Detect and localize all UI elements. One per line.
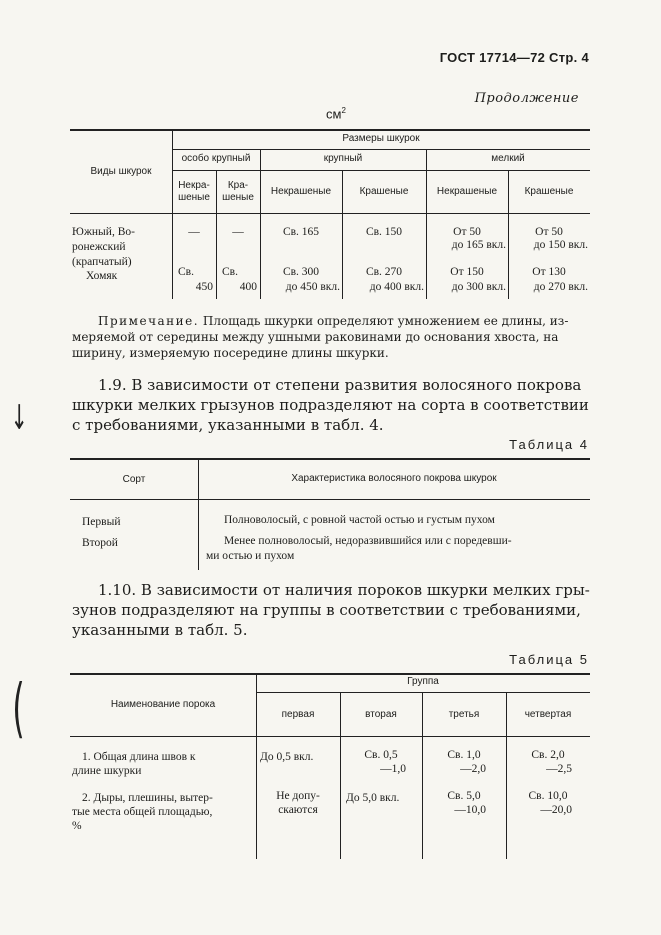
header-bottom-rule	[70, 499, 590, 500]
table-cell: От 50	[535, 226, 563, 238]
table-cell: Св. 1,0	[447, 749, 481, 761]
paragraph-line: 1.9. В зависимости от степени развития волосяного покрова	[98, 376, 582, 394]
row-name: Южный, Во-	[72, 226, 135, 238]
table-cell: От 150	[450, 266, 484, 278]
document-code: ГОСТ 17714—72 Стр. 4	[439, 50, 589, 65]
row-name: (крапчатый)	[72, 256, 132, 268]
paragraph-line: шкурки мелких грызунов подразделяют на сорта в соответствии	[72, 396, 589, 414]
row-name: 1. Общая длина швов к	[82, 751, 196, 763]
table-cell: От 50	[453, 226, 481, 238]
margin-arrow-icon: ↓	[10, 398, 28, 438]
table-cell: Св. 0,5	[364, 749, 398, 761]
header-bottom-rule	[70, 213, 590, 214]
table-cell: —2,5	[546, 763, 572, 775]
table-caption: Таблица 5	[509, 652, 589, 667]
column-header: Сорт	[122, 474, 146, 485]
note-label: Примечание.	[98, 314, 200, 328]
header-rule	[172, 170, 590, 171]
paragraph-line: зунов подразделяют на группы в соответствии с требованиями,	[72, 601, 581, 619]
table-cell: Св. 270	[365, 266, 403, 278]
description-cell: ми остью и пухом	[206, 550, 295, 562]
group-header: крупный	[323, 153, 363, 164]
row-name: тые места общей площадью,	[72, 806, 213, 818]
paragraph-line: указанными в табл. 5.	[72, 621, 248, 639]
row-name: ронежский	[72, 241, 126, 253]
table-cell: —	[232, 226, 244, 238]
table-cell: До 0,5 вкл.	[260, 751, 314, 763]
group-header: четвертая	[524, 709, 572, 720]
margin-bracket-icon: (	[12, 672, 25, 746]
table-cell: Св. 5,0	[447, 790, 481, 802]
table-cell: до 450 вкл.	[285, 281, 340, 293]
note-line: ширину, измеряемую посередине длины шкурки.	[72, 346, 389, 360]
table-cell: до 165 вкл.	[451, 239, 506, 251]
row-name: 2. Дыры, плешины, вытер-	[82, 792, 213, 804]
table-caption: Таблица 4	[509, 437, 589, 452]
header-bottom-rule	[70, 736, 590, 737]
table-cell: —	[188, 226, 200, 238]
row-header: Виды шкурок	[90, 166, 152, 177]
sort-cell: Второй	[82, 537, 118, 549]
subheader: шеные	[178, 192, 210, 203]
paragraph-line: 1.10. В зависимости от наличия пороков шкурки мелких гры-	[98, 581, 590, 599]
table-cell: до 300 вкл.	[451, 281, 506, 293]
table-top-rule	[70, 458, 590, 460]
row-name: длине шкурки	[72, 765, 142, 777]
note-line: Примечание. Площадь шкурки определяют умножением ее длины, из-	[98, 314, 569, 328]
note-line: меряемой от середины между ушными раковинами до основания хвоста, на	[72, 330, 559, 344]
row-name: Хомяк	[86, 270, 118, 282]
subheader: Некрашеные	[436, 186, 498, 197]
subheader: шеные	[222, 192, 254, 203]
table-cell: —1,0	[380, 763, 406, 775]
table-cell: Св.	[178, 266, 194, 278]
table-cell: До 5,0 вкл.	[346, 792, 400, 804]
table-cell: до 150 вкл.	[533, 239, 588, 251]
group-header: вторая	[365, 709, 397, 720]
table-cell: —20,0	[540, 804, 572, 816]
row-name: %	[72, 820, 82, 832]
table-cell: 400	[239, 281, 257, 293]
paragraph-line: с требованиями, указанными в табл. 4.	[72, 416, 384, 434]
column-header: Характеристика волосяного покрова шкурок	[291, 473, 497, 484]
group-header: первая	[281, 709, 315, 720]
table-cell: 450	[195, 281, 213, 293]
table-cell: Не допу-	[276, 790, 320, 802]
header-rule	[172, 149, 590, 150]
group-header: мелкий	[491, 153, 525, 164]
subheader: Крашеные	[359, 186, 409, 197]
table-cell: скаются	[278, 804, 318, 816]
description-cell: Менее полноволосый, недоразвившийся или с поредевши-	[224, 535, 512, 547]
column-group-header: Размеры шкурок	[342, 133, 420, 144]
table-cell: Св. 300	[282, 266, 320, 278]
table-cell: Св. 10,0	[528, 790, 568, 802]
subheader: Крашеные	[524, 186, 574, 197]
subheader: Кра-	[227, 180, 249, 191]
header-rule	[256, 692, 590, 693]
sort-cell: Первый	[82, 516, 121, 528]
table-cell: Св.	[222, 266, 238, 278]
table-cell: Св. 165	[282, 226, 320, 238]
column-rule	[256, 673, 257, 859]
row-header: Наименование порока	[110, 699, 216, 710]
continuation-label: Продолжение	[474, 91, 579, 106]
description-cell: Полноволосый, с ровной частой остью и густым пухом	[224, 514, 495, 526]
column-group-header: Группа	[407, 676, 439, 687]
table-cell: до 270 вкл.	[533, 281, 588, 293]
table-cell: —10,0	[454, 804, 486, 816]
table-top-rule	[70, 129, 590, 131]
table-cell: —2,0	[460, 763, 486, 775]
table-cell: Св. 150	[365, 226, 403, 238]
table-cell: Св. 2,0	[531, 749, 565, 761]
table-cell: до 400 вкл.	[369, 281, 424, 293]
unit-label: $см^2$	[326, 106, 346, 122]
table-cell: От 130	[532, 266, 566, 278]
group-header: особо крупный	[181, 153, 251, 164]
subheader: Некрашеные	[270, 186, 332, 197]
subheader: Некра-	[178, 180, 210, 191]
group-header: третья	[448, 709, 480, 720]
table-top-rule	[70, 673, 590, 675]
